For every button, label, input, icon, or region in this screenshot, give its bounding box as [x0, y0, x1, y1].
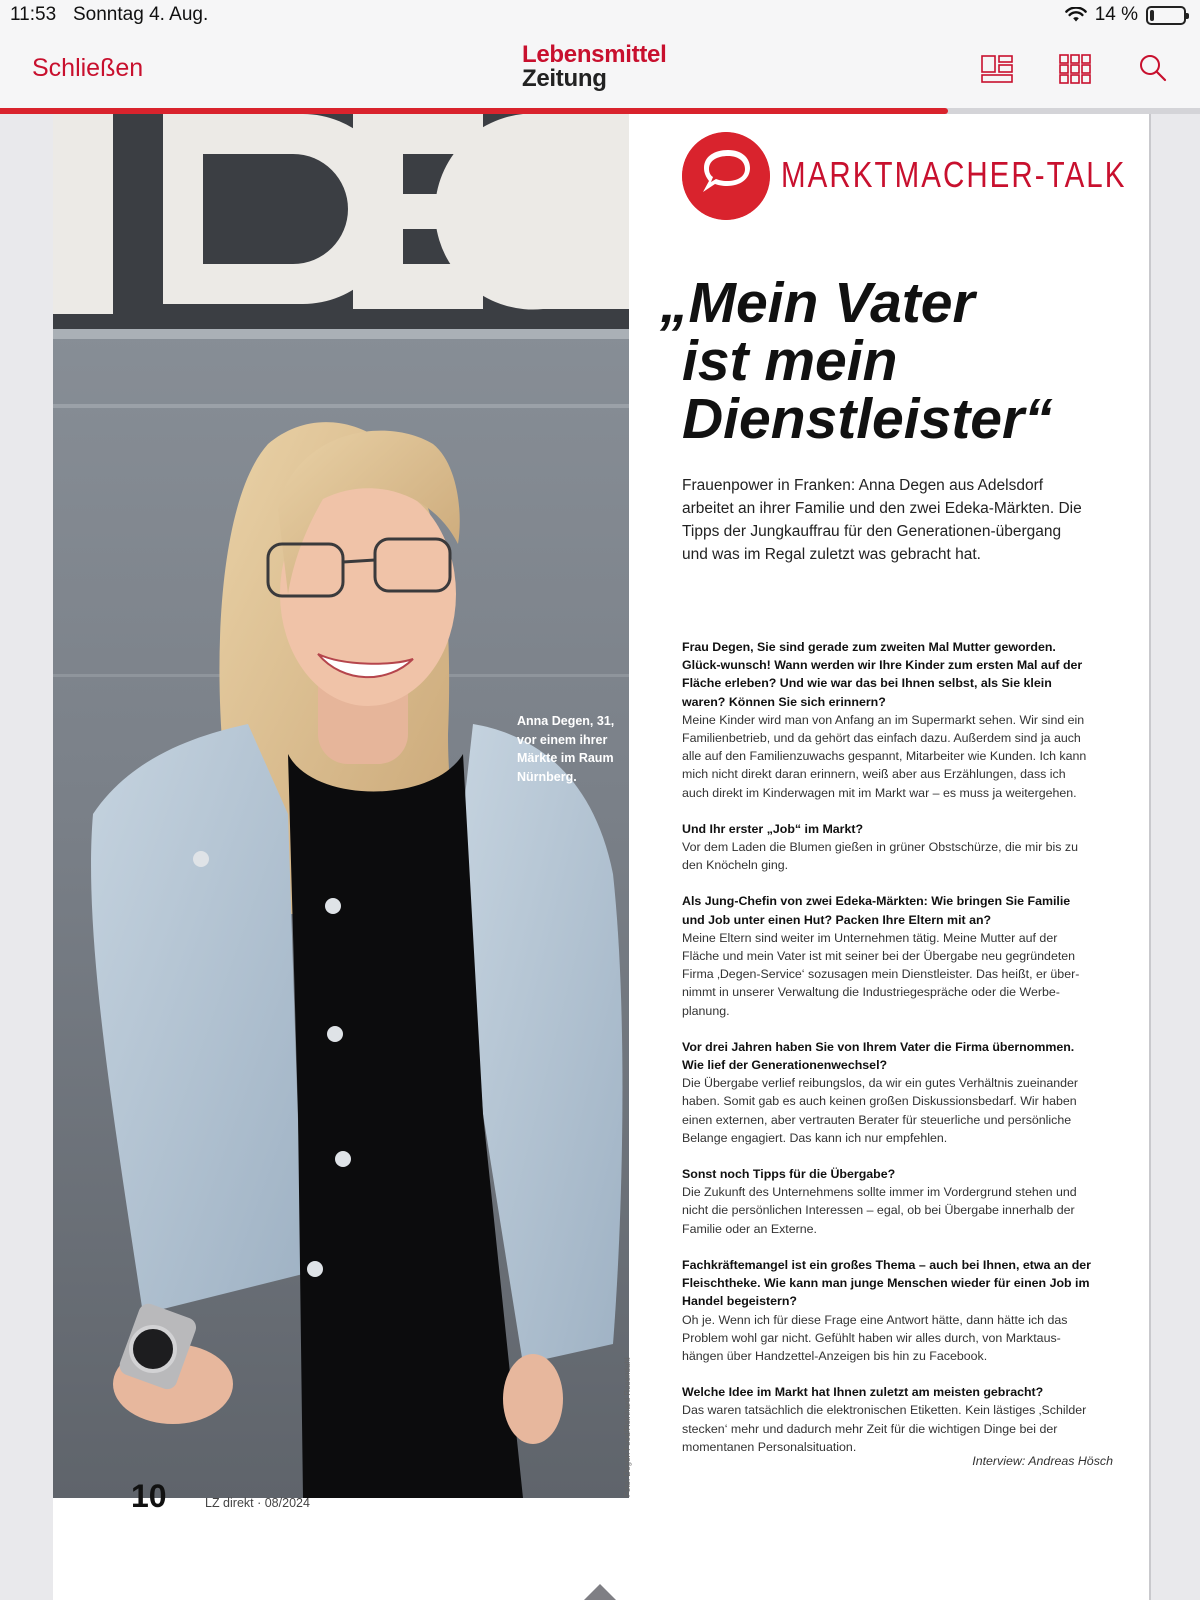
interview-answer: Vor dem Laden die Blumen gießen in grüner Obstschürze, die mir bis zu den Knöcheln ging. — [682, 840, 1079, 873]
interview-question: Und Ihr erster „Job“ im Markt? — [682, 821, 864, 836]
interview-question: Welche Idee im Markt hat Ihnen zuletzt am meisten gebracht? — [682, 1385, 1044, 1400]
headline-line-1: „Mein Vater — [660, 271, 975, 335]
battery-percent: 14 % — [1094, 4, 1138, 25]
magazine-page — [53, 114, 1149, 1600]
qa-block — [682, 638, 1092, 802]
publication-logo — [522, 43, 666, 91]
headline-line-2: ist mein — [682, 329, 898, 393]
search-icon[interactable] — [1136, 52, 1170, 86]
qa-block — [682, 1165, 1092, 1238]
toolbar-icons — [980, 52, 1170, 86]
status-date: Sonntag 4. Aug. — [73, 4, 209, 25]
qa-block — [682, 1383, 1092, 1456]
battery-level — [1150, 10, 1154, 21]
speech-bubble-icon — [682, 132, 770, 220]
interview-question: Fachkräftemangel ist ein großes Thema – auch bei Ihnen, etwa an der Fleischtheke. Wie kann man junge Menschen wieder für einen Job im Handel begeistern? — [682, 1257, 1092, 1309]
interview-answer: Das waren tatsächlich die elektronischen Etiketten. Kein lästiges ‚Schilder stecken‘ mehr und dadurch mehr Zeit für die wichtigen Dinge bei der momentanen Personalsituation. — [682, 1403, 1087, 1454]
qa-block — [682, 1038, 1092, 1147]
article-intro: Frauenpower in Franken: Anna Degen aus Adelsdorf arbeitet an ihrer Familie und den zwei Edeka-Märkten. Die Tipps der Jungkauffrau für den Generationen-übergang und was im Regal zuletzt was gebracht hat. — [682, 477, 1082, 563]
qa-block — [682, 1256, 1092, 1365]
interview-question: Vor drei Jahren haben Sie von Ihrem Vater die Firma übernommen. Wie lief der Generationenwechsel? — [682, 1039, 1075, 1073]
reader-toolbar — [0, 32, 1200, 108]
interview-body — [682, 638, 1092, 1474]
interview-answer: Meine Eltern sind weiter im Unternehmen tätig. Meine Mutter auf der Fläche und mein Vater ist mit seiner bei der Übergabe neu gegründeten Firma ‚Degen-Service‘ sozusagen mein Dienstleister. Das heißt, er über-nimmt in unserer Verwaltung die Industriegespräche oder die Werbe-planung. — [682, 930, 1080, 1018]
headline-line-3: Dienstleister“ — [682, 387, 1053, 451]
logo-line-1: Lebensmittel — [522, 41, 667, 68]
page-layout-icon[interactable] — [980, 52, 1014, 86]
interview-author: Interview: Andreas Hösch — [972, 1454, 1113, 1468]
logo-line-2: Zeitung — [522, 65, 607, 92]
close-button[interactable]: Schließen — [32, 54, 144, 82]
interview-answer: Oh je. Wenn ich für diese Frage eine Antwort hätte, dann hätte ich das Problem wohl gar nicht. Gefühlt haben wir alles durch, von Marktaus-hängen über Handzettel-Anzeigen bis hin zu Facebook. — [682, 1312, 1068, 1363]
page-handle-arrow-icon[interactable] — [584, 1584, 616, 1600]
interview-question: Als Jung-Chefin von zwei Edeka-Märkten: Wie bringen Sie Familie und Job unter einen Hut? Packen Ihre Eltern mit an? — [682, 894, 1071, 927]
status-bar — [0, 0, 1200, 32]
portrait-photo — [53, 114, 629, 1498]
interview-answer: Die Zukunft des Unternehmens sollte immer im Vordergrund stehen und nicht die persönlichen Interessen – egal, ob bei Übergabe innerhalb der Familie oder an Externe. — [682, 1185, 1077, 1236]
status-right — [1065, 4, 1186, 26]
article-headline — [660, 271, 1100, 451]
publication-issue: LZ direkt · 08/2024 — [205, 1496, 310, 1510]
grid-view-icon[interactable] — [1058, 52, 1092, 86]
interview-answer: Die Übergabe verlief reibungslos, da wir ein gutes Verhältnis zueinander haben. Somit gab es auch keinen großen Diskussionsbedarf. Wir haben einen externen, aber vertrauten Berater für steuerliche und persönliche Belange engagiert. Das kann ich nur empfehlen. — [682, 1076, 1079, 1145]
portrait-illustration — [53, 114, 629, 1498]
page-edge — [1149, 114, 1151, 1600]
page-number: 10 — [131, 1478, 167, 1514]
qa-block — [682, 820, 1092, 875]
qa-block — [682, 892, 1092, 1019]
photo-caption: Anna Degen, 31, vor einem ihrer Märkte im Raum Nürnberg. — [517, 714, 615, 784]
interview-question: Sonst noch Tipps für die Übergabe? — [682, 1167, 896, 1182]
wifi-icon — [1065, 7, 1087, 23]
photo-credit: Foto: Degen Food/Reinhard Rosendahl — [623, 1357, 632, 1497]
interview-answer: Meine Kinder wird man von Anfang an im Supermarkt sehen. Wir sind ein Familienbetrieb, und da gehört das einfach dazu. Außerdem sind ja auch alle auf den Familienzuwachs gespannt, Mitarbeiter wie Kunden. Ich kann mich nicht direkt daran erinnern, weiß aber aus Erzählungen, dass ich auch direkt im Kinderwagen mit im Markt war – es muss ja weitergehen. — [682, 712, 1087, 800]
battery-icon — [1146, 6, 1186, 25]
series-kicker: MARKTMACHER-TALK — [781, 154, 1127, 195]
interview-question: Frau Degen, Sie sind gerade zum zweiten Mal Mutter geworden. Glück-wunsch! Wann werden wir Ihre Kinder zum ersten Mal auf der Fläche erleben? Und wie war das bei Ihnen selbst, als Sie klein waren? Können Sie sich erinnern? — [682, 640, 1083, 709]
status-time: 11:53 — [10, 4, 57, 25]
